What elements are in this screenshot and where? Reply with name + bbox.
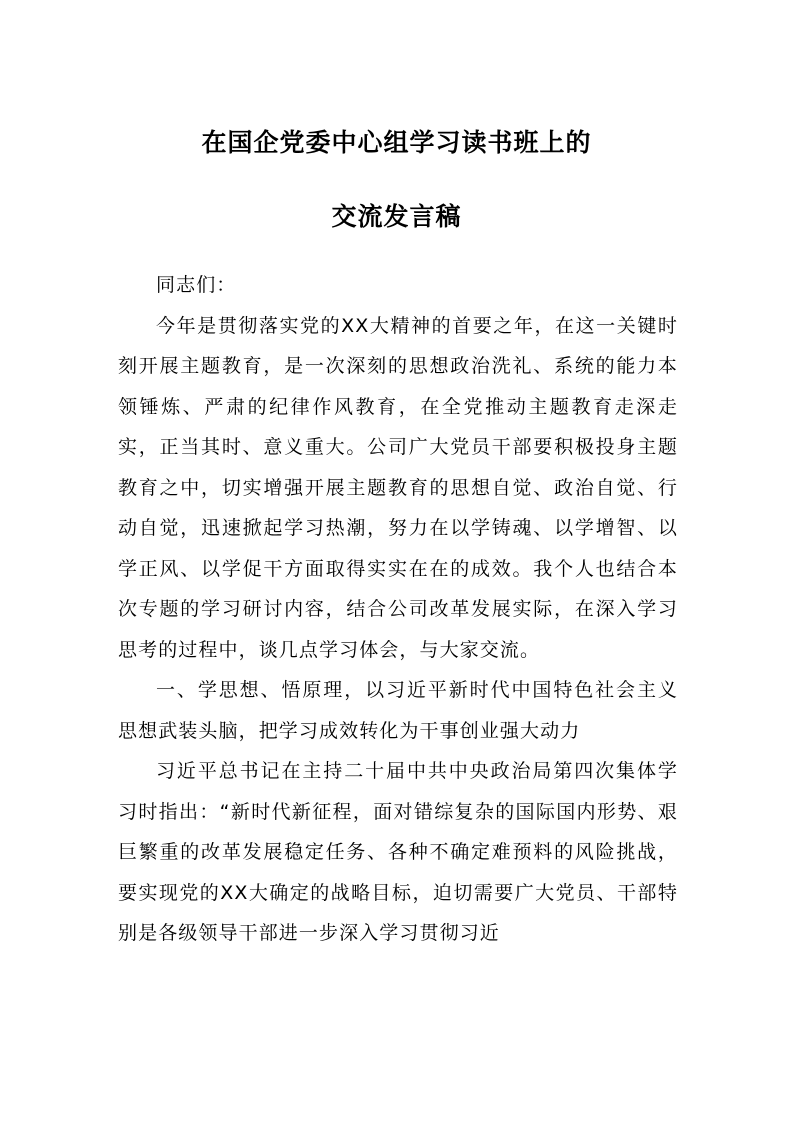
salutation: 同志们： [156,274,237,296]
document-body [118,265,678,954]
document-title-line-1: 在国企党委中心组学习读书班上的 [201,128,592,157]
document-title-line-2: 交流发言稿 [331,202,462,231]
paragraph-quote: 习近平总书记在主持二十届中共中央政治局第四次集体学习时指出：“新时代新征程，面对错综复杂的国际国内形势、艰巨繁重的改革发展稳定任务、各种不确定难预料的风险挑战，要实现党的XX大确定的战略目标，迫切需要广大党员、干部特别是各级领导干部进一步深入学习贯彻习近 [118,760,678,944]
section-heading-1: 一、学思想、悟原理，以习近平新时代中国特色社会主义思想武装头脑，把学习成效转化为干事创业强大动力 [118,679,678,742]
paragraph-intro: 今年是贯彻落实党的XX大精神的首要之年，在这一关键时刻开展主题教育，是一次深刻的思想政治洗礼、系统的能力本领锤炼、严肃的纪律作风教育，在全党推动主题教育走深走实，正当其时、意义重大。公司广大党员干部要积极投身主题教育之中，切实增强开展主题教育的思想自觉、政治自觉、行动自觉，迅速掀起学习热潮，努力在以学铸魂、以学增智、以学正风、以学促干方面取得实实在在的成效。我个人也结合本次专题的学习研讨内容，结合公司改革发展实际，在深入学习思考的过程中，谈几点学习体会，与大家交流。 [118,314,678,661]
